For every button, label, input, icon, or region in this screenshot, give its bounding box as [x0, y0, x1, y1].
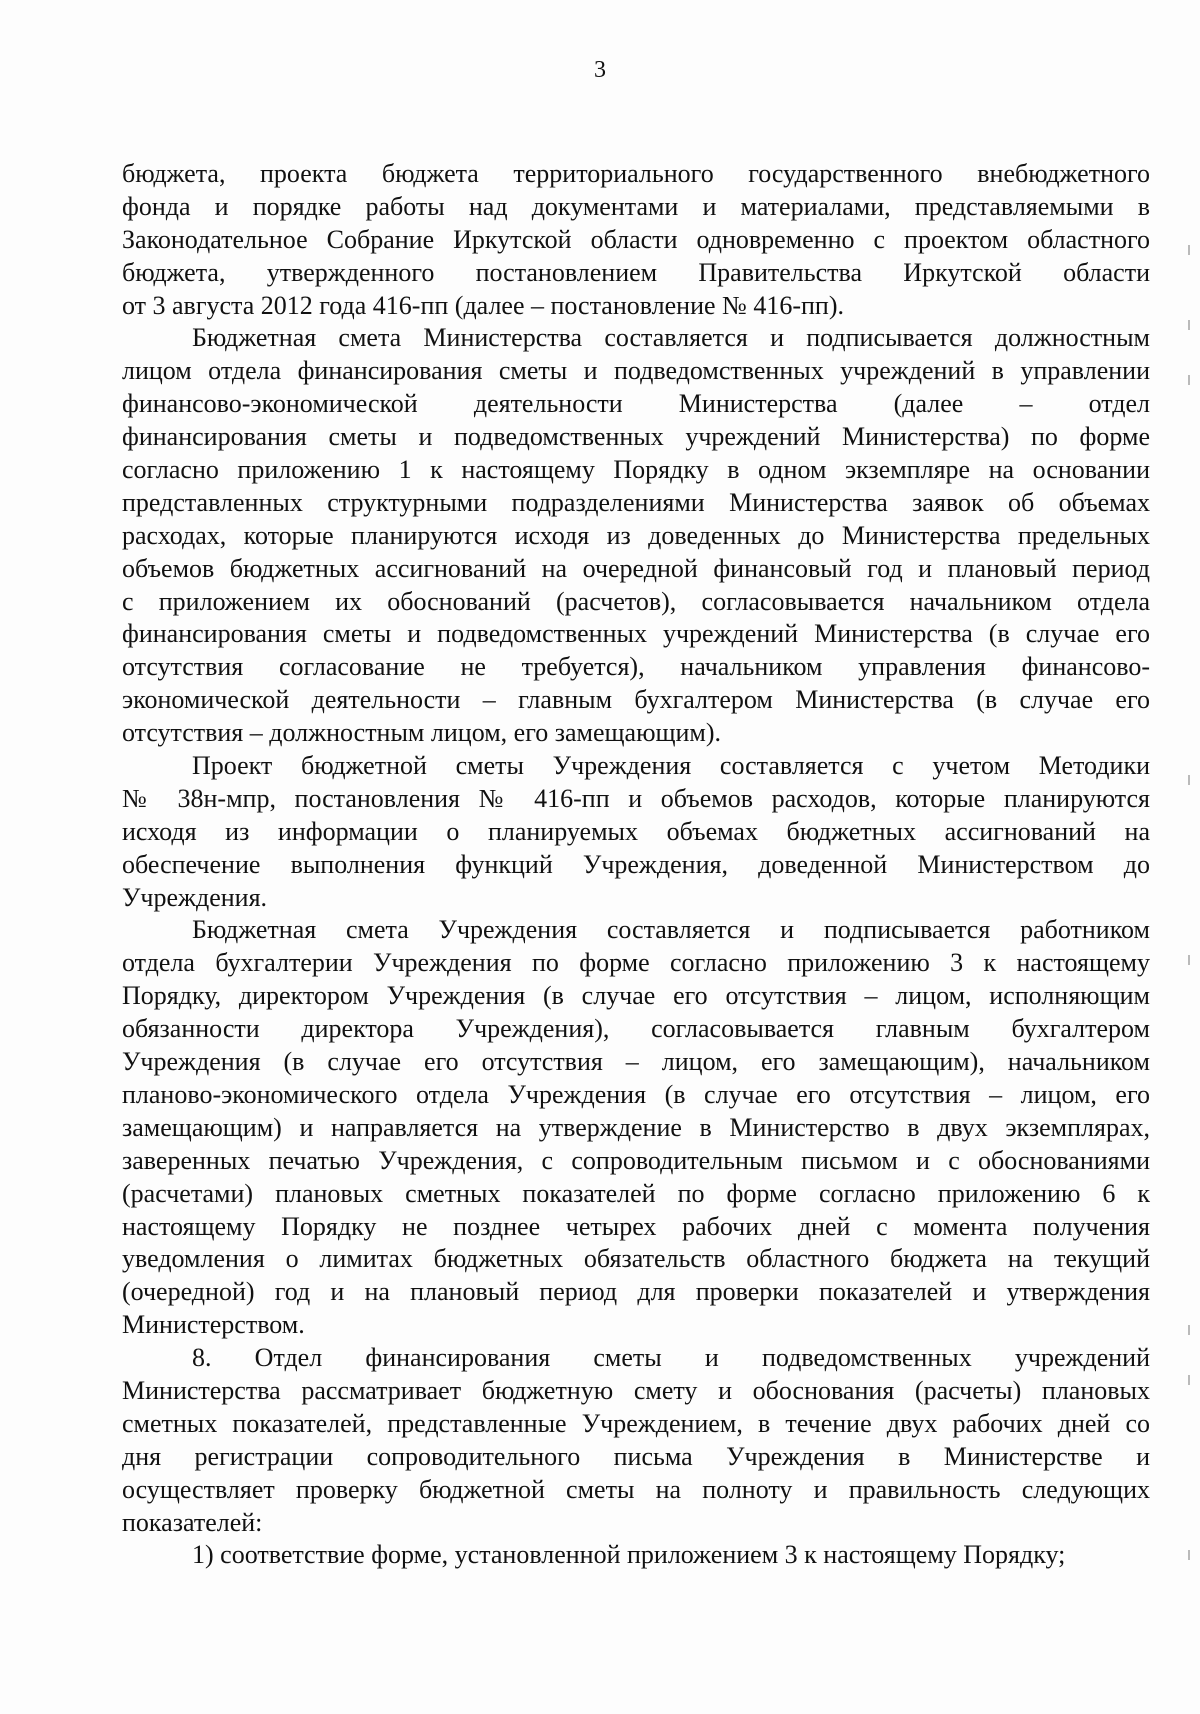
text-line: фонда и порядке работы над документами и материалами, представляемыми в	[122, 191, 1150, 221]
text-line: 8. Отдел финансирования сметы и подведомственных учреждений	[192, 1343, 1150, 1373]
text-line: 1) соответствие форме, установленной приложением 3 к настоящему Порядку;	[192, 1540, 1066, 1570]
scan-mark	[1188, 320, 1190, 330]
text-line: представленных структурными подразделениями Министерства заявок об объемах	[122, 487, 1150, 517]
text-line: Министерства рассматривает бюджетную смету и обоснования (расчеты) плановых	[122, 1375, 1150, 1405]
text-line: заверенных печатью Учреждения, с сопроводительным письмом и с обоснованиями	[122, 1145, 1150, 1175]
document-body	[122, 158, 1150, 1572]
text-line: Проект бюджетной сметы Учреждения составляется с учетом Методики	[192, 751, 1150, 781]
scan-mark	[1188, 375, 1190, 385]
text-line: Законодательное Собрание Иркутской области одновременно с проектом областного	[122, 224, 1150, 254]
text-line: Бюджетная смета Министерства составляется и подписывается должностным	[192, 323, 1150, 353]
text-line: отсутствия – должностным лицом, его замещающим).	[122, 718, 722, 748]
text-line: обязанности директора Учреждения), согласовывается главным бухгалтером	[122, 1014, 1150, 1044]
text-line: финансирования сметы и подведомственных учреждений Министерства (в случае его	[122, 619, 1150, 649]
text-line: замещающим) и направляется на утверждение в Министерство в двух экземплярах,	[122, 1112, 1150, 1142]
text-line: уведомления о лимитах бюджетных обязательств областного бюджета на текущий	[122, 1244, 1150, 1274]
page-number: 3	[594, 57, 606, 83]
text-line: экономической деятельности – главным бухгалтером Министерства (в случае его	[122, 685, 1150, 715]
scan-mark	[1188, 1550, 1190, 1560]
text-line: № 38н-мпр, постановления № 416-пп и объемов расходов, которые планируются	[122, 783, 1150, 813]
text-line: показателей:	[122, 1507, 263, 1537]
text-line: лицом отдела финансирования сметы и подведомственных учреждений в управлении	[122, 356, 1150, 386]
text-line: (очередной) год и на плановый период для проверки показателей и утверждения	[122, 1277, 1150, 1307]
text-line: Учреждения (в случае его отсутствия – лицом, его замещающим), начальником	[122, 1047, 1150, 1077]
text-line: дня регистрации сопроводительного письма Учреждения в Министерстве и	[122, 1441, 1150, 1471]
text-line: бюджета, утвержденного постановлением Правительства Иркутской области	[122, 257, 1150, 287]
scan-mark	[1188, 1325, 1190, 1335]
text-line: сметных показателей, представленные Учреждением, в течение двух рабочих дней со	[122, 1408, 1150, 1438]
text-line: отсутствия согласование не требуется), начальником управления финансово-	[122, 652, 1150, 682]
text-line: обеспечение выполнения функций Учреждения, доведенной Министерством до	[122, 849, 1150, 879]
text-line: исходя из информации о планируемых объемах бюджетных ассигнований на	[122, 816, 1150, 846]
text-line: настоящему Порядку не позднее четырех рабочих дней с момента получения	[122, 1211, 1150, 1241]
scan-mark	[1188, 1375, 1190, 1385]
text-line: от 3 августа 2012 года 416-пп (далее – постановление № 416-пп).	[122, 290, 844, 320]
text-line: объемов бюджетных ассигнований на очередной финансовый год и плановый период	[122, 553, 1150, 583]
scan-mark	[1188, 775, 1190, 785]
text-line: планово-экономического отдела Учреждения (в случае его отсутствия – лицом, его	[122, 1079, 1150, 1109]
text-line: финансирования сметы и подведомственных учреждений Министерства) по форме	[122, 422, 1150, 452]
scan-mark	[1188, 955, 1190, 965]
text-line: (расчетами) плановых сметных показателей по форме согласно приложению 6 к	[122, 1178, 1150, 1208]
text-line: Бюджетная смета Учреждения составляется и подписывается работником	[192, 915, 1150, 945]
text-line: Учреждения.	[122, 882, 268, 912]
text-line: Министерством.	[122, 1310, 305, 1340]
text-line: финансово-экономической деятельности Министерства (далее – отдел	[122, 389, 1150, 419]
text-line: с приложением их обоснований (расчетов), согласовывается начальником отдела	[122, 586, 1150, 616]
text-line: отдела бухгалтерии Учреждения по форме согласно приложению 3 к настоящему	[122, 948, 1150, 978]
text-line: осуществляет проверку бюджетной сметы на полноту и правильность следующих	[122, 1474, 1150, 1504]
text-line: расходах, которые планируются исходя из доведенных до Министерства предельных	[122, 520, 1150, 550]
scan-mark	[1188, 245, 1190, 255]
text-line: согласно приложению 1 к настоящему Порядку в одном экземпляре на основании	[122, 455, 1150, 485]
text-line: Порядку, директором Учреждения (в случае его отсутствия – лицом, исполняющим	[122, 981, 1150, 1011]
text-line: бюджета, проекта бюджета территориального государственного внебюджетного	[122, 159, 1150, 188]
